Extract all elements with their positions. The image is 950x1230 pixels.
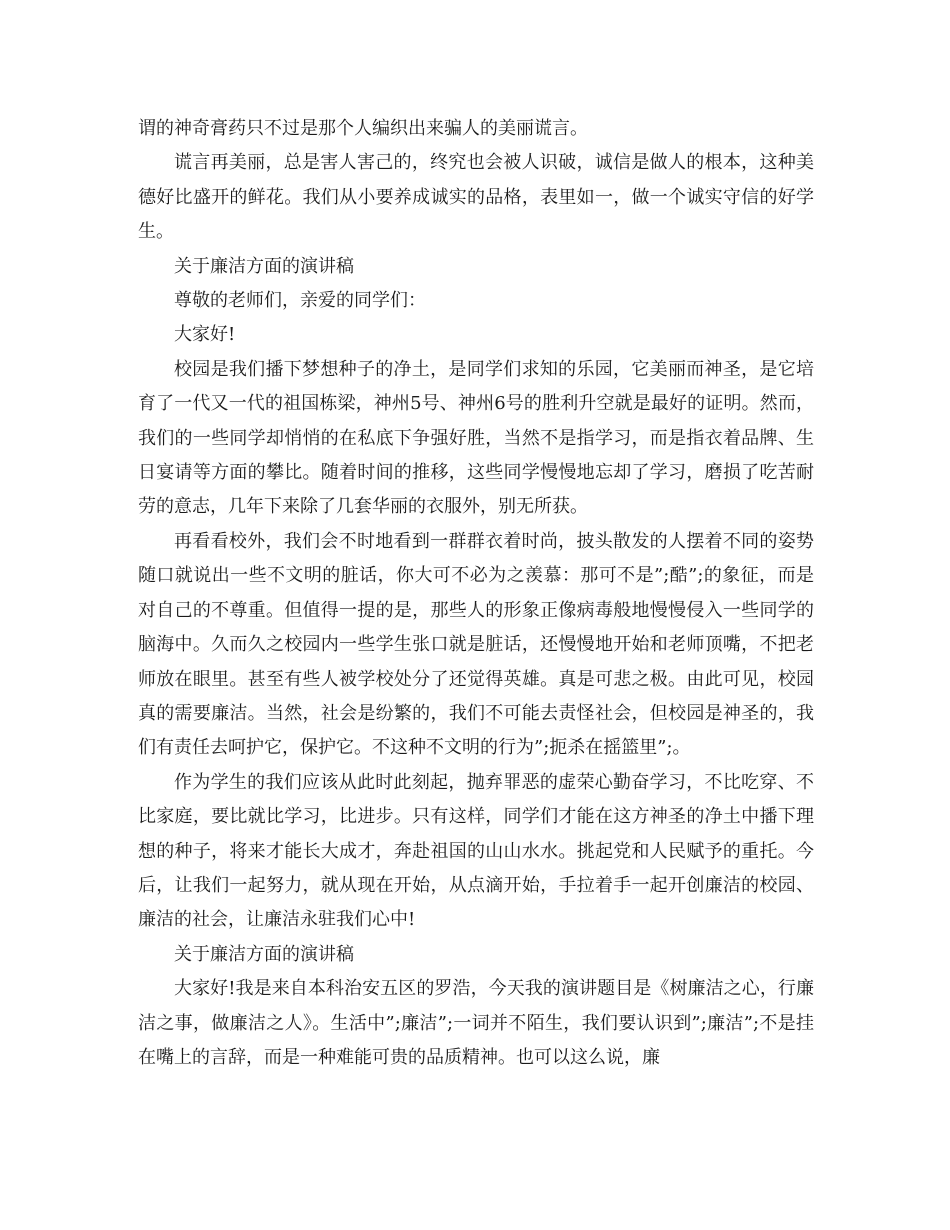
paragraph-outside-campus: 再看看校外，我们会不时地看到一群群衣着时尚，披头散发的人摆着不同的姿势随口就说出一些不文明的脏话，你大可不必为之羡慕：那可不是”;酷”;的象征，而是对自己的不尊重。但值得一提的是，那些人的形象正像病毒般地慢慢侵入一些同学的脑海中。久而久之校园内一些学生张口就是脏话，还慢慢地开始和老师顶嘴，不把老师放在眼里。甚至有些人被学校处分了还觉得英雄。真是可悲之极。由此可见，校园真的需要廉洁。当然，社会是纷繁的，我们不可能去责怪社会，但校园是神圣的，我们有责任去呵护它，保护它。不这种不文明的行为”;扼杀在摇篮里”;。 [138, 530, 814, 759]
document-page [138, 112, 814, 1075]
paragraph-students: 作为学生的我们应该从此时此刻起，抛弃罪恶的虚荣心勤奋学习，不比吃穿、不比家庭，要比就比学习，比进步。只有这样，同学们才能在这方神圣的净土中播下理想的种子，将来才能长大成才，奔赴祖国的山山水水。挑起党和人民赋予的重托。今后，让我们一起努力，就从现在开始，从点滴开始，手拉着手一起开创廉洁的校园、廉洁的社会，让廉洁永驻我们心中! [138, 771, 814, 931]
paragraph-speech-intro: 大家好!我是来自本科治安五区的罗浩，今天我的演讲题目是《树廉洁之心，行廉洁之事，做廉洁之人》。生活中”;廉洁”;一词并不陌生，我们要认识到”;廉洁”;不是挂在嘴上的言辞，而是一种难能可贵的品质精神。也可以这么说，廉 [138, 978, 814, 1068]
paragraph-campus: 校园是我们播下梦想种子的净土，是同学们求知的乐园，它美丽而神圣，是它培育了一代又一代的祖国栋梁，神州5号、神州6号的胜利升空就是最好的证明。然而，我们的一些同学却悄悄的在私底下争强好胜，当然不是指学习，而是指衣着品牌、生日宴请等方面的攀比。随着时间的推移，这些同学慢慢地忘却了学习，磨损了吃苦耐劳的意志，几年下来除了几套华丽的衣服外，别无所获。 [138, 358, 814, 518]
salutation: 尊敬的老师们，亲爱的同学们： [174, 290, 426, 312]
section-heading: 关于廉洁方面的演讲稿 [174, 255, 354, 277]
greeting: 大家好! [174, 324, 236, 346]
paragraph-continuation: 谓的神奇膏药只不过是那个人编织出来骗人的美丽谎言。 [138, 118, 588, 139]
paragraph-honesty: 谎言再美丽，总是害人害己的，终究也会被人识破，诚信是做人的根本，这种美德好比盛开的鲜花。我们从小要养成诚实的品格，表里如一，做一个诚实守信的好学生。 [138, 152, 814, 243]
section-heading-2: 关于廉洁方面的演讲稿 [174, 943, 354, 965]
